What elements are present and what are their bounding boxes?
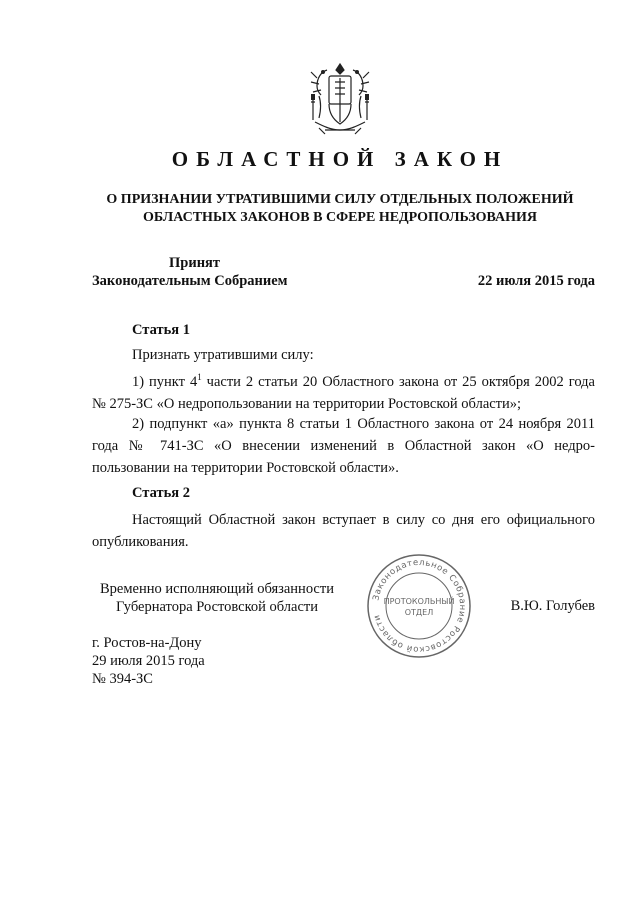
law-title <box>0 191 640 227</box>
adopted-label: Принят <box>169 255 221 271</box>
adopted-by: Законодательным Собранием <box>92 273 288 289</box>
place-and-number <box>92 634 205 688</box>
signatory-role <box>92 580 342 616</box>
article-2-heading: Статья 2 <box>132 485 190 501</box>
stamp-ring-text: Законодательное Собрание Ростовской области <box>371 557 468 655</box>
item-1-text-start: 1) пункт 4 <box>132 374 198 390</box>
law-title-line-2: ОБЛАСТНЫХ ЗАКОНОВ В СФЕРЕ НЕДРОПОЛЬЗОВАНИЯ <box>142 210 538 225</box>
article-1-item-1 <box>92 371 595 415</box>
law-type-heading: ОБЛАСТНОЙ ЗАКОН <box>171 147 509 171</box>
article-1-intro: Признать утратившими силу: <box>132 347 314 363</box>
stamp-center-line-2: ОТДЕЛ <box>404 608 434 617</box>
coat-of-arms-emblem <box>305 58 375 138</box>
item-1-text-end: части 2 статьи 20 Областного закона от 25 октября 2002 года № 275-ЗС «О недропользовании на территории Ростовской области»; <box>92 374 595 412</box>
signatory-name: В.Ю. Голубев <box>510 598 595 614</box>
stamp-center-line-1: ПРОТОКОЛЬНЫЙ <box>383 597 455 606</box>
law-number: № 394-ЗС <box>92 671 153 687</box>
signatory-role-line-2: Губернатора Ростовской области <box>115 599 319 615</box>
article-2-text: Настоящий Областной закон вступает в силу со дня его официального опубликования. <box>92 512 595 550</box>
place-city: г. Ростов-на-Дону <box>92 635 202 651</box>
item-1-superscript: 1 <box>197 372 202 382</box>
law-title-line-1: О ПРИЗНАНИИ УТРАТИВШИМИ СИЛУ ОТДЕЛЬНЫХ ПОЛОЖЕНИЙ <box>106 192 574 207</box>
place-date: 29 июля 2015 года <box>92 653 205 669</box>
adopted-date: 22 июля 2015 года <box>477 273 595 289</box>
signatory-role-line-1: Временно исполняющий обязанности <box>100 581 334 597</box>
article-1-item-2: 2) подпункт «а» пункта 8 статьи 1 Областного закона от 24 ноября 2011 года № 741-ЗС «О внесении изменений в Областной закон «О недро-пользовании на территории Ростовской области». <box>92 416 595 476</box>
article-1-heading: Статья 1 <box>132 322 190 338</box>
official-stamp <box>365 552 473 660</box>
